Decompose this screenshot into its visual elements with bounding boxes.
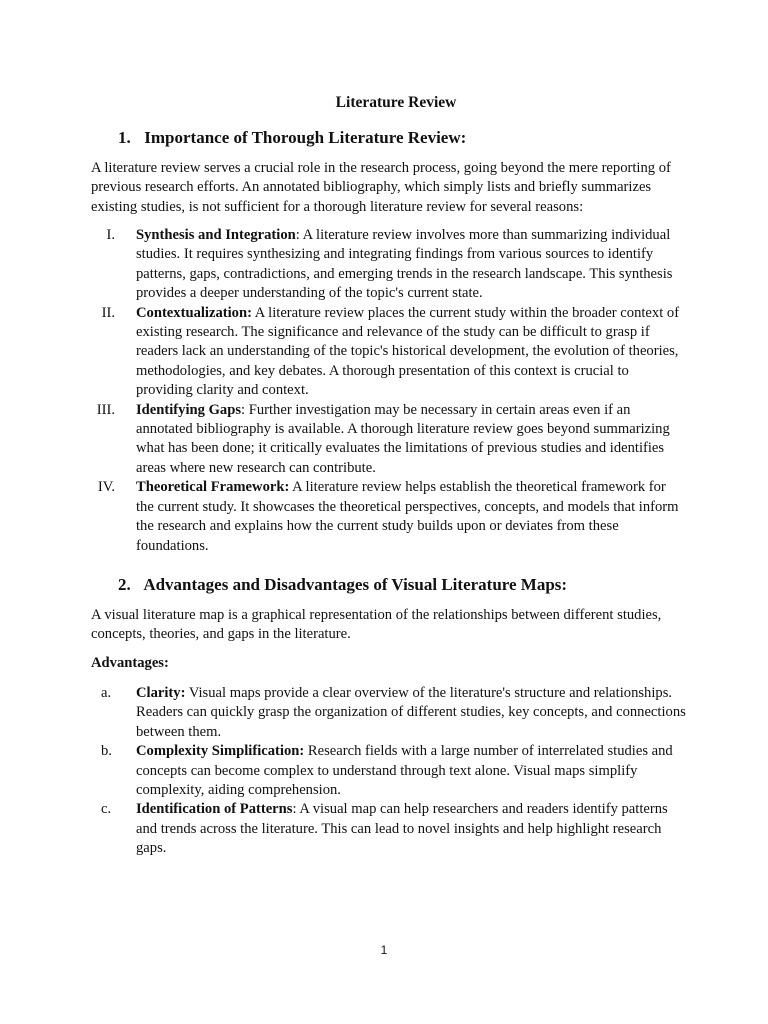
- section-heading-text: Importance of Thorough Literature Review:: [144, 128, 467, 147]
- list-item-complexity-simplification: [91, 742, 686, 800]
- advantages-label: Advantages:: [91, 655, 169, 671]
- advantages-list: [91, 684, 686, 859]
- list-item-text: : A visual map can help researchers and readers identify patterns and trends across the literature. This can lead to novel insights and help highlight research gaps.: [136, 801, 668, 857]
- section-heading-visual-maps: [118, 575, 567, 595]
- list-item-term: Clarity:: [136, 685, 186, 701]
- section-heading-text: Advantages and Disadvantages of Visual Literature Maps:: [143, 575, 568, 594]
- list-item-theoretical-framework: [91, 478, 686, 556]
- page-number: 1: [380, 943, 388, 957]
- list-marker: IV.: [97, 479, 115, 496]
- list-item-term: Identifying Gaps: [136, 401, 242, 418]
- list-item-term: Synthesis and Integration: [136, 227, 296, 243]
- list-item-text: : A literature review involves more than summarizing individual studies. It requires synthesizing and integrating findings from various sources to identify patterns, gaps, contradictions, and emerging trends in the research landscape. This synthesis provides a deeper understanding of the topic's current state.: [136, 227, 673, 302]
- section-number: 1.: [118, 128, 131, 147]
- list-item-clarity: [91, 684, 686, 742]
- list-item-term: Contextualization:: [136, 304, 252, 321]
- list-item-synthesis: [91, 226, 686, 304]
- list-item-text: A literature review places the current study within the broader context of existing research. The significance and relevance of the study can be difficult to grasp if readers lack an understanding of the topic's historical development, the evolution of theories, methodologies, and key debates. A thorough presentation of this context is crucial to providing clarity and context.: [136, 304, 680, 399]
- list-item-text: : Further investigation may be necessary in certain areas even if an annotated bibliography is available. A thorough literature review goes beyond summarizing what has been done; it critically evaluates the limitations of previous studies and identifies areas where new research can contribute.: [136, 401, 670, 476]
- list-marker: III.: [96, 401, 115, 418]
- list-marker: I.: [106, 227, 115, 243]
- list-item-identification-of-patterns: [91, 800, 686, 858]
- section-heading-importance: [118, 128, 466, 148]
- list-item-term: Theoretical Framework:: [136, 479, 290, 496]
- section-number: 2.: [118, 575, 131, 594]
- list-item-text: A literature review helps establish the theoretical framework for the current study. It showcases the theoretical perspectives, concepts, and models that inform the research and explains how the current study builds upon or deviates from these foundations.: [136, 479, 679, 554]
- list-marker: II.: [101, 304, 115, 321]
- section-intro-paragraph: A literature review serves a crucial role in the research process, going beyond the mere reporting of previous research efforts. An annotated bibliography, which simply lists and briefly summarizes existing studies, is not sufficient for a thorough literature review for several reasons:: [91, 160, 671, 215]
- list-item-contextualization: [91, 304, 686, 401]
- section-intro-paragraph: A visual literature map is a graphical representation of the relationships between different studies, concepts, theories, and gaps in the literature.: [91, 607, 662, 643]
- list-marker: c.: [101, 801, 112, 818]
- list-item-identifying-gaps: [91, 401, 686, 479]
- list-marker: a.: [101, 685, 112, 701]
- list-item-text: Research fields with a large number of interrelated studies and concepts can become complex to understand through text alone. Visual maps simplify complexity, aiding comprehension.: [136, 743, 673, 799]
- reasons-list: [91, 226, 686, 556]
- list-item-term: Complexity Simplification:: [136, 743, 305, 760]
- list-item-term: Identification of Patterns: [136, 801, 293, 818]
- page-title: Literature Review: [335, 94, 457, 111]
- list-marker: b.: [101, 743, 112, 760]
- list-item-text: Visual maps provide a clear overview of the literature's structure and relationships. Readers can quickly grasp the organization of different studies, key concepts, and connections between them.: [136, 685, 686, 740]
